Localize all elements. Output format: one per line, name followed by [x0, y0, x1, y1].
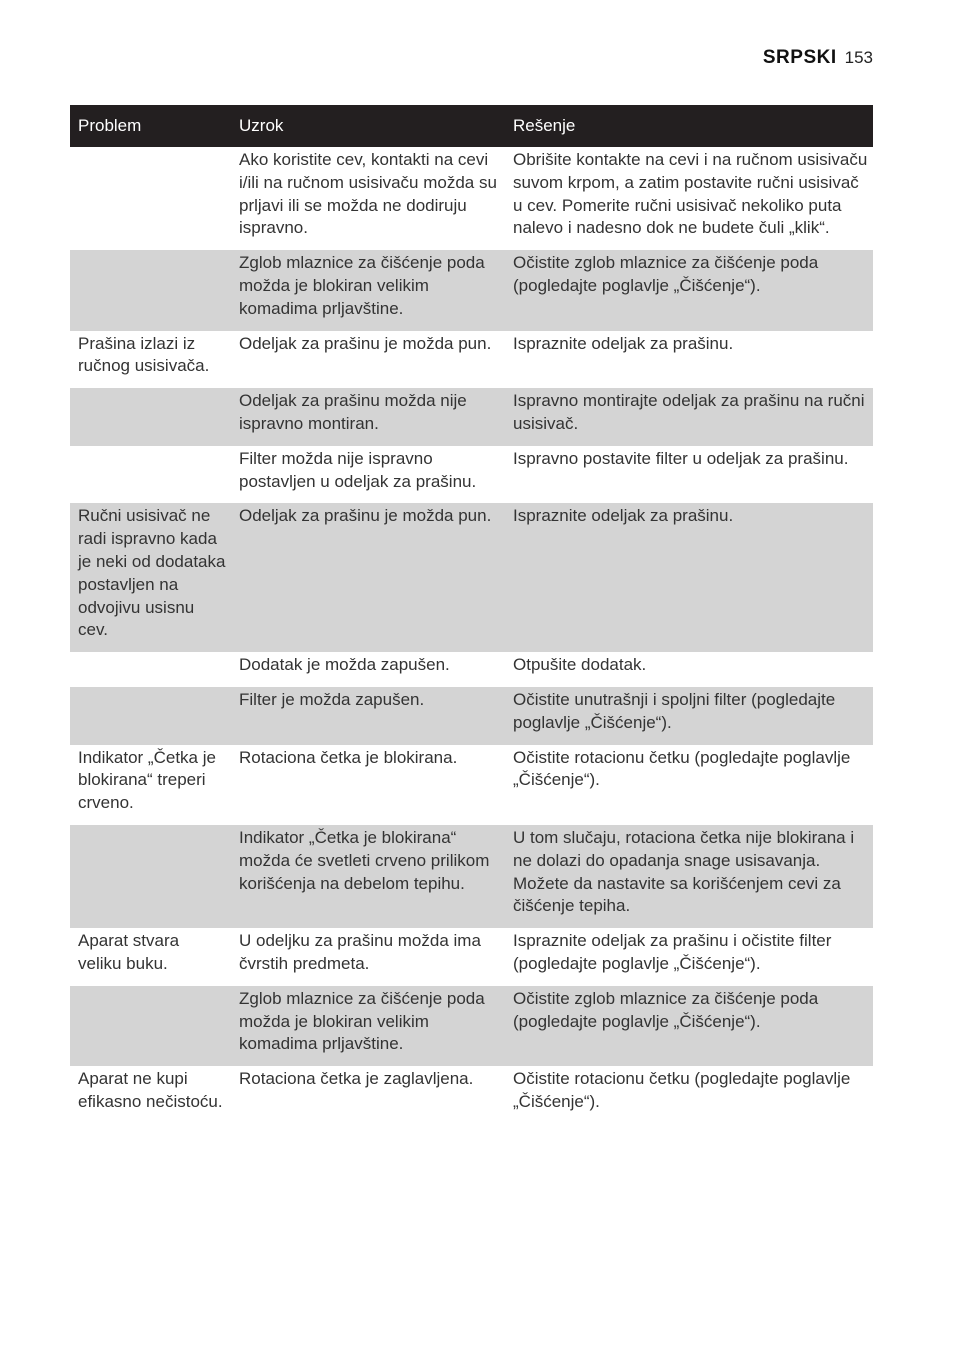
cell-problem — [70, 687, 231, 745]
table-row — [70, 986, 873, 1066]
cell-cause: Indikator „Četka je blokirana“ možda će svetleti crveno prilikom korišćenja na debelom tepihu. — [231, 825, 505, 928]
cell-solution: Ispraznite odeljak za prašinu. — [505, 503, 873, 652]
cell-solution: Očistite unutrašnji i spoljni filter (pogledajte poglavlje „Čišćenje“). — [505, 687, 873, 745]
cell-solution: Očistite zglob mlaznice za čišćenje poda (pogledajte poglavlje „Čišćenje“). — [505, 250, 873, 330]
cell-cause: Zglob mlaznice za čišćenje poda možda je blokiran velikim komadima prljavštine. — [231, 986, 505, 1066]
cell-problem: Indikator „Četka je blokirana“ treperi crveno. — [78, 747, 216, 813]
cell-problem: Prašina izlazi iz ručnog usisivača. — [78, 333, 210, 376]
cell-problem: Aparat ne kupi efikasno nečistoću. — [78, 1069, 223, 1111]
cell-problem — [70, 652, 231, 687]
cell-problem: Aparat stvara veliku buku. — [78, 931, 180, 973]
page-header — [763, 47, 873, 69]
cell-solution: U tom slučaju, rotaciona četka nije blokirana i ne dolazi do opadanja snage usisavanja. Možete da nastavite sa korišćenjem cevi za čišćenje tepiha. — [505, 825, 873, 928]
cell-cause: Rotaciona četka je blokirana. — [239, 747, 458, 767]
cell-cause: Filter možda nije ispravno postavljen u odeljak za prašinu. — [239, 448, 477, 491]
table-header-row — [70, 105, 873, 147]
cell-solution: Obrišite kontakte na cevi i na ručnom usisivaču suvom krpom, a zatim postavite ručni usisivač u cev. Pomerite ručni usisivač nekoliko puta nalevo i nadesno dok ne budete čuli „klik“. — [513, 150, 868, 238]
cell-cause: Ako koristite cev, kontakti na cevi i/ili na ručnom usisivaču možda su prljavi ili se možda ne dodiruju ispravno. — [239, 150, 497, 238]
cell-problem — [70, 147, 231, 250]
table-row — [70, 388, 873, 446]
cell-solution: Očistite zglob mlaznice za čišćenje poda (pogledajte poglavlje „Čišćenje“). — [505, 986, 873, 1066]
cell-problem — [70, 986, 231, 1066]
table-row — [70, 825, 873, 928]
page-number: 153 — [844, 48, 873, 67]
table-row — [70, 331, 873, 389]
table-row — [70, 250, 873, 330]
cell-solution: Ispraznite odeljak za prašinu. — [513, 333, 734, 353]
table-row — [70, 687, 873, 745]
cell-cause: Rotaciona četka je zaglavljena. — [239, 1069, 474, 1089]
column-header-solution: Rešenje — [505, 105, 873, 147]
cell-solution: Ispraznite odeljak za prašinu i očistite filter (pogledajte poglavlje „Čišćenje“). — [513, 931, 832, 973]
cell-cause: U odeljku za prašinu možda ima čvrstih predmeta. — [239, 931, 481, 973]
table-row — [70, 503, 873, 652]
troubleshooting-table — [70, 105, 873, 1124]
cell-problem: Ručni usisivač ne radi ispravno kada je neki od dodataka postavljen na odvojivu usisnu cev. — [70, 503, 231, 652]
cell-solution: Očistite rotacionu četku (pogledajte poglavlje „Čišćenje“). — [513, 747, 851, 790]
cell-solution: Otpušite dodatak. — [513, 655, 647, 675]
column-header-cause: Uzrok — [231, 105, 505, 147]
cell-problem — [70, 825, 231, 928]
table-row — [70, 745, 873, 825]
cell-problem — [70, 446, 231, 504]
table-row — [70, 652, 873, 687]
table-row — [70, 928, 873, 986]
table-row — [70, 446, 873, 504]
cell-cause: Odeljak za prašinu je možda pun. — [231, 503, 505, 652]
cell-solution: Ispravno postavite filter u odeljak za prašinu. — [513, 448, 849, 468]
cell-cause: Dodatak je možda zapušen. — [239, 655, 450, 675]
column-header-problem: Problem — [70, 105, 231, 147]
cell-cause: Filter je možda zapušen. — [231, 687, 505, 745]
table-row — [70, 1066, 873, 1124]
cell-cause: Zglob mlaznice za čišćenje poda možda je blokiran velikim komadima prljavštine. — [231, 250, 505, 330]
table-row — [70, 147, 873, 250]
cell-solution: Očistite rotacionu četku (pogledajte poglavlje „Čišćenje“). — [513, 1069, 851, 1111]
cell-cause: Odeljak za prašinu je možda pun. — [239, 333, 492, 353]
language-label: SRPSKI — [762, 47, 837, 68]
cell-solution: Ispravno montirajte odeljak za prašinu na ručni usisivač. — [505, 388, 873, 446]
cell-cause: Odeljak za prašinu možda nije ispravno montiran. — [231, 388, 505, 446]
cell-problem — [70, 388, 231, 446]
cell-problem — [70, 250, 231, 330]
